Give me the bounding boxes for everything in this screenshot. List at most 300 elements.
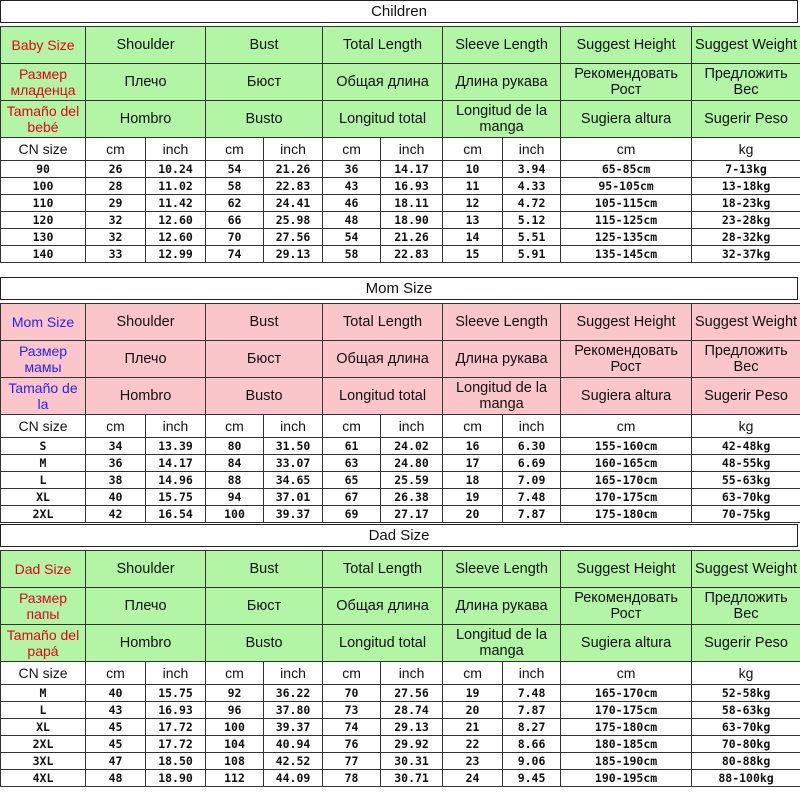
unit-cell: inch bbox=[146, 662, 206, 685]
value-cell: 13 bbox=[443, 212, 503, 229]
value-cell: 26 bbox=[86, 161, 146, 178]
value-cell: 108 bbox=[206, 753, 264, 770]
value-cell: 19 bbox=[443, 685, 503, 702]
value-cell: 63 bbox=[323, 455, 381, 472]
value-cell: 3.94 bbox=[503, 161, 561, 178]
value-cell: 48 bbox=[323, 212, 381, 229]
value-cell: 77 bbox=[323, 753, 381, 770]
value-cell: 25.59 bbox=[381, 472, 443, 489]
children-label-en: Baby Size bbox=[1, 27, 86, 64]
value-cell: 6.69 bbox=[503, 455, 561, 472]
value-cell: 16.93 bbox=[146, 702, 206, 719]
unit-cell: cm bbox=[323, 138, 381, 161]
value-cell: 12.60 bbox=[146, 212, 206, 229]
value-cell: 58 bbox=[323, 246, 381, 263]
value-cell: 21 bbox=[443, 719, 503, 736]
children-weight-es: Sugerir Peso bbox=[692, 101, 800, 138]
value-cell: 18.50 bbox=[146, 753, 206, 770]
value-cell: 23-28kg bbox=[692, 212, 800, 229]
value-cell: 36 bbox=[323, 161, 381, 178]
value-cell: 20 bbox=[443, 702, 503, 719]
unit-cn-size: CN size bbox=[1, 662, 86, 685]
value-cell: 96 bbox=[206, 702, 264, 719]
value-cell: 14.96 bbox=[146, 472, 206, 489]
size-cell: 90 bbox=[1, 161, 86, 178]
table-row bbox=[1, 212, 800, 229]
value-cell: 104 bbox=[206, 736, 264, 753]
mom-length-en: Total Length bbox=[323, 304, 443, 341]
mom-label-es: Tamaño de la bbox=[1, 378, 86, 415]
table-row bbox=[1, 702, 800, 719]
unit-cell: inch bbox=[264, 662, 323, 685]
unit-cell: inch bbox=[381, 138, 443, 161]
dad-bust-en: Bust bbox=[206, 551, 323, 588]
value-cell: 22 bbox=[443, 736, 503, 753]
value-cell: 78 bbox=[323, 770, 381, 787]
value-cell: 14 bbox=[443, 229, 503, 246]
mom-height-es: Sugiera altura bbox=[561, 378, 692, 415]
value-cell: 69 bbox=[323, 506, 381, 523]
value-cell: 14.17 bbox=[381, 161, 443, 178]
value-cell: 4.72 bbox=[503, 195, 561, 212]
mom-sleeve-es: Longitud de la manga bbox=[443, 378, 561, 415]
value-cell: 65 bbox=[323, 472, 381, 489]
value-cell: 115-125cm bbox=[561, 212, 692, 229]
value-cell: 63-70kg bbox=[692, 489, 800, 506]
children-sleeve-en: Sleeve Length bbox=[443, 27, 561, 64]
value-cell: 155-160cm bbox=[561, 438, 692, 455]
table-row bbox=[1, 770, 800, 787]
dad-weight-es: Sugerir Peso bbox=[692, 625, 800, 662]
value-cell: 21.26 bbox=[381, 229, 443, 246]
value-cell: 15.75 bbox=[146, 685, 206, 702]
value-cell: 28.74 bbox=[381, 702, 443, 719]
table-row bbox=[1, 178, 800, 195]
value-cell: 24.41 bbox=[264, 195, 323, 212]
dad-length-ru: Общая длина bbox=[323, 588, 443, 625]
value-cell: 42.52 bbox=[264, 753, 323, 770]
value-cell: 21.26 bbox=[264, 161, 323, 178]
value-cell: 12.99 bbox=[146, 246, 206, 263]
value-cell: 11.02 bbox=[146, 178, 206, 195]
value-cell: 15 bbox=[443, 246, 503, 263]
dad-height-ru: Рекомендовать Рост bbox=[561, 588, 692, 625]
size-cell: 2XL bbox=[1, 736, 86, 753]
value-cell: 160-165cm bbox=[561, 455, 692, 472]
value-cell: 25.98 bbox=[264, 212, 323, 229]
dad-sleeve-ru: Длина рукава bbox=[443, 588, 561, 625]
unit-cell: cm bbox=[206, 662, 264, 685]
size-cell: M bbox=[1, 455, 86, 472]
size-cell: 110 bbox=[1, 195, 86, 212]
value-cell: 7-13kg bbox=[692, 161, 800, 178]
value-cell: 33.07 bbox=[264, 455, 323, 472]
dad-weight-en: Suggest Weight bbox=[692, 551, 800, 588]
dad-bust-es: Busto bbox=[206, 625, 323, 662]
value-cell: 12 bbox=[443, 195, 503, 212]
mom-length-es: Longitud total bbox=[323, 378, 443, 415]
mom-weight-es: Sugerir Peso bbox=[692, 378, 800, 415]
value-cell: 36.22 bbox=[264, 685, 323, 702]
value-cell: 17 bbox=[443, 455, 503, 472]
size-cell: 4XL bbox=[1, 770, 86, 787]
unit-cell: inch bbox=[146, 138, 206, 161]
children-weight-ru: Предложить Вес bbox=[692, 64, 800, 101]
value-cell: 8.27 bbox=[503, 719, 561, 736]
children-weight-en: Suggest Weight bbox=[692, 27, 800, 64]
value-cell: 73 bbox=[323, 702, 381, 719]
dad-table bbox=[0, 550, 800, 787]
value-cell: 5.91 bbox=[503, 246, 561, 263]
size-cell: L bbox=[1, 472, 86, 489]
table-row bbox=[1, 489, 800, 506]
mom-units-row bbox=[1, 415, 800, 438]
size-cell: M bbox=[1, 685, 86, 702]
mom-data bbox=[1, 438, 800, 523]
unit-cell: kg bbox=[692, 138, 800, 161]
value-cell: 29 bbox=[86, 195, 146, 212]
children-shoulder-es: Hombro bbox=[86, 101, 206, 138]
table-row bbox=[1, 753, 800, 770]
value-cell: 29.92 bbox=[381, 736, 443, 753]
value-cell: 19 bbox=[443, 489, 503, 506]
value-cell: 18.90 bbox=[146, 770, 206, 787]
dad-sleeve-en: Sleeve Length bbox=[443, 551, 561, 588]
dad-length-es: Longitud total bbox=[323, 625, 443, 662]
value-cell: 29.13 bbox=[264, 246, 323, 263]
unit-cn-size: CN size bbox=[1, 415, 86, 438]
value-cell: 170-175cm bbox=[561, 702, 692, 719]
value-cell: 5.51 bbox=[503, 229, 561, 246]
value-cell: 17.72 bbox=[146, 736, 206, 753]
value-cell: 10 bbox=[443, 161, 503, 178]
value-cell: 9.06 bbox=[503, 753, 561, 770]
table-row bbox=[1, 246, 800, 263]
dad-weight-ru: Предложить Вес bbox=[692, 588, 800, 625]
dad-data bbox=[1, 685, 800, 787]
unit-cell: cm bbox=[206, 415, 264, 438]
value-cell: 66 bbox=[206, 212, 264, 229]
value-cell: 9.45 bbox=[503, 770, 561, 787]
mom-bust-es: Busto bbox=[206, 378, 323, 415]
value-cell: 180-185cm bbox=[561, 736, 692, 753]
table-row bbox=[1, 229, 800, 246]
value-cell: 46 bbox=[323, 195, 381, 212]
value-cell: 175-180cm bbox=[561, 506, 692, 523]
dad-shoulder-ru: Плечо bbox=[86, 588, 206, 625]
value-cell: 62 bbox=[206, 195, 264, 212]
children-units-row bbox=[1, 138, 800, 161]
value-cell: 45 bbox=[86, 736, 146, 753]
mom-height-ru: Рекомендовать Рост bbox=[561, 341, 692, 378]
unit-cell: inch bbox=[503, 415, 561, 438]
children-bust-ru: Бюст bbox=[206, 64, 323, 101]
mom-shoulder-es: Hombro bbox=[86, 378, 206, 415]
value-cell: 37.01 bbox=[264, 489, 323, 506]
value-cell: 190-195cm bbox=[561, 770, 692, 787]
value-cell: 95-105cm bbox=[561, 178, 692, 195]
children-shoulder-ru: Плечо bbox=[86, 64, 206, 101]
value-cell: 14.17 bbox=[146, 455, 206, 472]
value-cell: 36 bbox=[86, 455, 146, 472]
value-cell: 54 bbox=[323, 229, 381, 246]
value-cell: 18.90 bbox=[381, 212, 443, 229]
value-cell: 65-85cm bbox=[561, 161, 692, 178]
value-cell: 80 bbox=[206, 438, 264, 455]
children-label-es: Tamaño del bebé bbox=[1, 101, 86, 138]
value-cell: 32 bbox=[86, 212, 146, 229]
mom-shoulder-ru: Плечо bbox=[86, 341, 206, 378]
children-title: Children bbox=[0, 0, 798, 23]
dad-length-en: Total Length bbox=[323, 551, 443, 588]
value-cell: 24.02 bbox=[381, 438, 443, 455]
value-cell: 39.37 bbox=[264, 506, 323, 523]
size-cell: L bbox=[1, 702, 86, 719]
table-row bbox=[1, 719, 800, 736]
value-cell: 42 bbox=[86, 506, 146, 523]
value-cell: 70-75kg bbox=[692, 506, 800, 523]
value-cell: 7.87 bbox=[503, 702, 561, 719]
mom-height-en: Suggest Height bbox=[561, 304, 692, 341]
value-cell: 11.42 bbox=[146, 195, 206, 212]
unit-cell: inch bbox=[264, 138, 323, 161]
unit-cell: cm bbox=[86, 415, 146, 438]
value-cell: 27.56 bbox=[381, 685, 443, 702]
dad-height-en: Suggest Height bbox=[561, 551, 692, 588]
value-cell: 4.33 bbox=[503, 178, 561, 195]
mom-label-ru: Размер мамы bbox=[1, 341, 86, 378]
mom-weight-ru: Предложить Вес bbox=[692, 341, 800, 378]
value-cell: 42-48kg bbox=[692, 438, 800, 455]
value-cell: 58-63kg bbox=[692, 702, 800, 719]
value-cell: 16.54 bbox=[146, 506, 206, 523]
unit-cell: kg bbox=[692, 415, 800, 438]
value-cell: 17.72 bbox=[146, 719, 206, 736]
value-cell: 52-58kg bbox=[692, 685, 800, 702]
unit-cell: cm bbox=[561, 662, 692, 685]
value-cell: 63-70kg bbox=[692, 719, 800, 736]
unit-cell: cm bbox=[86, 662, 146, 685]
value-cell: 11 bbox=[443, 178, 503, 195]
dad-label-en: Dad Size bbox=[1, 551, 86, 588]
value-cell: 165-170cm bbox=[561, 685, 692, 702]
dad-units-row bbox=[1, 662, 800, 685]
value-cell: 67 bbox=[323, 489, 381, 506]
value-cell: 18-23kg bbox=[692, 195, 800, 212]
table-row bbox=[1, 685, 800, 702]
unit-cell: inch bbox=[381, 662, 443, 685]
unit-cell: inch bbox=[503, 662, 561, 685]
unit-cell: inch bbox=[381, 415, 443, 438]
children-table bbox=[0, 26, 800, 263]
value-cell: 185-190cm bbox=[561, 753, 692, 770]
value-cell: 32 bbox=[86, 229, 146, 246]
value-cell: 80-88kg bbox=[692, 753, 800, 770]
unit-cell: cm bbox=[86, 138, 146, 161]
value-cell: 7.48 bbox=[503, 685, 561, 702]
mom-length-ru: Общая длина bbox=[323, 341, 443, 378]
value-cell: 47 bbox=[86, 753, 146, 770]
dad-label-ru: Размер папы bbox=[1, 588, 86, 625]
children-bust-es: Busto bbox=[206, 101, 323, 138]
value-cell: 24.80 bbox=[381, 455, 443, 472]
value-cell: 13.39 bbox=[146, 438, 206, 455]
value-cell: 38 bbox=[86, 472, 146, 489]
table-row bbox=[1, 506, 800, 523]
children-length-es: Longitud total bbox=[323, 101, 443, 138]
value-cell: 30.71 bbox=[381, 770, 443, 787]
table-row bbox=[1, 736, 800, 753]
value-cell: 125-135cm bbox=[561, 229, 692, 246]
value-cell: 22.83 bbox=[264, 178, 323, 195]
value-cell: 7.87 bbox=[503, 506, 561, 523]
mom-bust-ru: Бюст bbox=[206, 341, 323, 378]
size-cell: 130 bbox=[1, 229, 86, 246]
table-row bbox=[1, 438, 800, 455]
value-cell: 10.24 bbox=[146, 161, 206, 178]
unit-cell: cm bbox=[206, 138, 264, 161]
value-cell: 34.65 bbox=[264, 472, 323, 489]
value-cell: 88 bbox=[206, 472, 264, 489]
value-cell: 39.37 bbox=[264, 719, 323, 736]
children-sleeve-es: Longitud de la manga bbox=[443, 101, 561, 138]
mom-sleeve-en: Sleeve Length bbox=[443, 304, 561, 341]
unit-cell: cm bbox=[443, 662, 503, 685]
value-cell: 27.56 bbox=[264, 229, 323, 246]
children-height-en: Suggest Height bbox=[561, 27, 692, 64]
dad-height-es: Sugiera altura bbox=[561, 625, 692, 662]
value-cell: 43 bbox=[86, 702, 146, 719]
value-cell: 12.60 bbox=[146, 229, 206, 246]
value-cell: 18.11 bbox=[381, 195, 443, 212]
mom-weight-en: Suggest Weight bbox=[692, 304, 800, 341]
value-cell: 44.09 bbox=[264, 770, 323, 787]
size-cell: XL bbox=[1, 719, 86, 736]
table-row bbox=[1, 161, 800, 178]
mom-table bbox=[0, 303, 800, 523]
unit-cell: cm bbox=[561, 138, 692, 161]
value-cell: 15.75 bbox=[146, 489, 206, 506]
size-cell: 120 bbox=[1, 212, 86, 229]
value-cell: 32-37kg bbox=[692, 246, 800, 263]
unit-cell: kg bbox=[692, 662, 800, 685]
children-sleeve-ru: Длина рукава bbox=[443, 64, 561, 101]
value-cell: 135-145cm bbox=[561, 246, 692, 263]
unit-cell: cm bbox=[443, 138, 503, 161]
mom-bust-en: Bust bbox=[206, 304, 323, 341]
value-cell: 88-100kg bbox=[692, 770, 800, 787]
unit-cell: inch bbox=[264, 415, 323, 438]
value-cell: 165-170cm bbox=[561, 472, 692, 489]
value-cell: 70-80kg bbox=[692, 736, 800, 753]
value-cell: 170-175cm bbox=[561, 489, 692, 506]
value-cell: 76 bbox=[323, 736, 381, 753]
dad-shoulder-es: Hombro bbox=[86, 625, 206, 662]
value-cell: 28-32kg bbox=[692, 229, 800, 246]
value-cell: 54 bbox=[206, 161, 264, 178]
dad-sleeve-es: Longitud de la manga bbox=[443, 625, 561, 662]
unit-cell: cm bbox=[561, 415, 692, 438]
value-cell: 8.66 bbox=[503, 736, 561, 753]
value-cell: 112 bbox=[206, 770, 264, 787]
value-cell: 28 bbox=[86, 178, 146, 195]
unit-cell: inch bbox=[503, 138, 561, 161]
value-cell: 23 bbox=[443, 753, 503, 770]
dad-shoulder-en: Shoulder bbox=[86, 551, 206, 588]
value-cell: 27.17 bbox=[381, 506, 443, 523]
value-cell: 31.50 bbox=[264, 438, 323, 455]
unit-cell: cm bbox=[323, 415, 381, 438]
unit-cell: cm bbox=[323, 662, 381, 685]
value-cell: 40.94 bbox=[264, 736, 323, 753]
value-cell: 48 bbox=[86, 770, 146, 787]
children-length-ru: Общая длина bbox=[323, 64, 443, 101]
size-cell: 2XL bbox=[1, 506, 86, 523]
value-cell: 74 bbox=[206, 246, 264, 263]
value-cell: 175-180cm bbox=[561, 719, 692, 736]
children-height-es: Sugiera altura bbox=[561, 101, 692, 138]
value-cell: 26.38 bbox=[381, 489, 443, 506]
mom-label-en: Mom Size bbox=[1, 304, 86, 341]
value-cell: 45 bbox=[86, 719, 146, 736]
value-cell: 34 bbox=[86, 438, 146, 455]
value-cell: 22.83 bbox=[381, 246, 443, 263]
mom-shoulder-en: Shoulder bbox=[86, 304, 206, 341]
mom-title: Mom Size bbox=[0, 277, 798, 300]
value-cell: 105-115cm bbox=[561, 195, 692, 212]
value-cell: 40 bbox=[86, 685, 146, 702]
value-cell: 30.31 bbox=[381, 753, 443, 770]
value-cell: 61 bbox=[323, 438, 381, 455]
table-row bbox=[1, 455, 800, 472]
value-cell: 58 bbox=[206, 178, 264, 195]
size-cell: XL bbox=[1, 489, 86, 506]
value-cell: 43 bbox=[323, 178, 381, 195]
children-shoulder-en: Shoulder bbox=[86, 27, 206, 64]
value-cell: 55-63kg bbox=[692, 472, 800, 489]
value-cell: 70 bbox=[206, 229, 264, 246]
value-cell: 6.30 bbox=[503, 438, 561, 455]
value-cell: 13-18kg bbox=[692, 178, 800, 195]
size-cell: 3XL bbox=[1, 753, 86, 770]
unit-cn-size: CN size bbox=[1, 138, 86, 161]
children-length-en: Total Length bbox=[323, 27, 443, 64]
table-row bbox=[1, 472, 800, 489]
value-cell: 94 bbox=[206, 489, 264, 506]
value-cell: 20 bbox=[443, 506, 503, 523]
value-cell: 37.80 bbox=[264, 702, 323, 719]
dad-bust-ru: Бюст bbox=[206, 588, 323, 625]
size-cell: 100 bbox=[1, 178, 86, 195]
size-cell: 140 bbox=[1, 246, 86, 263]
table-row bbox=[1, 195, 800, 212]
value-cell: 33 bbox=[86, 246, 146, 263]
children-bust-en: Bust bbox=[206, 27, 323, 64]
value-cell: 16.93 bbox=[381, 178, 443, 195]
value-cell: 40 bbox=[86, 489, 146, 506]
dad-label-es: Tamaño del papá bbox=[1, 625, 86, 662]
value-cell: 18 bbox=[443, 472, 503, 489]
value-cell: 84 bbox=[206, 455, 264, 472]
children-data bbox=[1, 161, 800, 263]
value-cell: 7.09 bbox=[503, 472, 561, 489]
value-cell: 16 bbox=[443, 438, 503, 455]
value-cell: 100 bbox=[206, 719, 264, 736]
value-cell: 5.12 bbox=[503, 212, 561, 229]
unit-cell: inch bbox=[146, 415, 206, 438]
value-cell: 92 bbox=[206, 685, 264, 702]
mom-sleeve-ru: Длина рукава bbox=[443, 341, 561, 378]
